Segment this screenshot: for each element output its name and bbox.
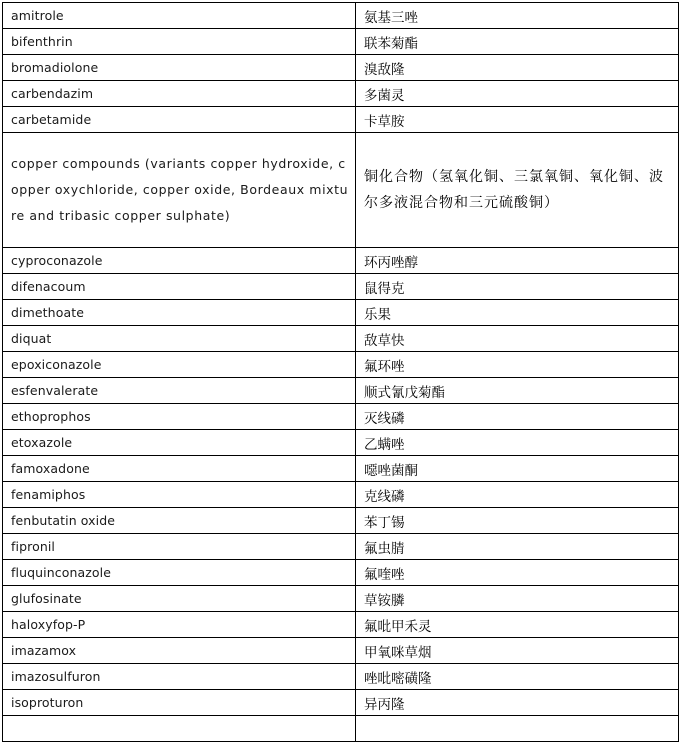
table-row — [3, 508, 679, 534]
table-row — [3, 55, 679, 81]
chinese-name-cell: 氟虫腈 — [356, 534, 679, 560]
english-name-cell: famoxadone — [3, 456, 356, 482]
english-name-cell: fenbutatin oxide — [3, 508, 356, 534]
english-name-cell: difenacoum — [3, 274, 356, 300]
table-row — [3, 482, 679, 508]
english-name-cell: isoproturon — [3, 690, 356, 716]
english-name-cell: haloxyfop-P — [3, 612, 356, 638]
english-name-cell: fluquinconazole — [3, 560, 356, 586]
english-name-cell: esfenvalerate — [3, 378, 356, 404]
table-row — [3, 352, 679, 378]
chinese-name-cell: 联苯菊酯 — [356, 29, 679, 55]
chinese-name-cell: 氟环唑 — [356, 352, 679, 378]
table-row — [3, 3, 679, 29]
table-row — [3, 274, 679, 300]
table-row — [3, 716, 679, 742]
table-row — [3, 107, 679, 133]
table-row — [3, 664, 679, 690]
english-name-cell: bifenthrin — [3, 29, 356, 55]
chinese-name-cell: 多菌灵 — [356, 81, 679, 107]
chinese-name-cell: 乙螨唑 — [356, 430, 679, 456]
chinese-name-cell: 氟吡甲禾灵 — [356, 612, 679, 638]
chinese-name-cell: 草铵膦 — [356, 586, 679, 612]
english-name-cell: amitrole — [3, 3, 356, 29]
table-row — [3, 29, 679, 55]
table-row — [3, 81, 679, 107]
english-name-cell: carbetamide — [3, 107, 356, 133]
english-name-cell: epoxiconazole — [3, 352, 356, 378]
chinese-name-cell: 乐果 — [356, 300, 679, 326]
chinese-name-cell: 噁唑菌酮 — [356, 456, 679, 482]
table-row — [3, 690, 679, 716]
table-row — [3, 612, 679, 638]
chinese-name-cell: 铜化合物（氢氧化铜、三氯氧铜、氧化铜、波尔多液混合物和三元硫酸铜） — [356, 133, 679, 248]
chinese-name-cell — [356, 716, 679, 742]
english-name-cell: cyproconazole — [3, 248, 356, 274]
table-row — [3, 404, 679, 430]
table-row — [3, 456, 679, 482]
table-row — [3, 133, 679, 248]
english-name-cell: imazamox — [3, 638, 356, 664]
english-name-cell: fenamiphos — [3, 482, 356, 508]
english-name-cell: etoxazole — [3, 430, 356, 456]
english-name-cell: bromadiolone — [3, 55, 356, 81]
chinese-name-cell: 环丙唑醇 — [356, 248, 679, 274]
table-row — [3, 430, 679, 456]
table-row — [3, 300, 679, 326]
table-row — [3, 534, 679, 560]
english-name-cell: copper compounds (variants copper hydroxide, copper oxychloride, copper oxide, Bordeaux mixture and tribasic copper sulphate) — [3, 133, 356, 248]
chinese-name-cell: 敌草快 — [356, 326, 679, 352]
table-row — [3, 560, 679, 586]
english-name-cell: dimethoate — [3, 300, 356, 326]
english-name-cell: diquat — [3, 326, 356, 352]
pesticide-name-table — [2, 2, 679, 742]
english-name-cell: carbendazim — [3, 81, 356, 107]
table-row — [3, 326, 679, 352]
chinese-name-cell: 顺式氰戊菊酯 — [356, 378, 679, 404]
chinese-name-cell: 苯丁锡 — [356, 508, 679, 534]
english-name-cell: imazosulfuron — [3, 664, 356, 690]
chinese-name-cell: 灭线磷 — [356, 404, 679, 430]
chinese-name-cell: 卡草胺 — [356, 107, 679, 133]
chinese-name-cell: 鼠得克 — [356, 274, 679, 300]
english-name-cell: glufosinate — [3, 586, 356, 612]
english-name-cell — [3, 716, 356, 742]
chinese-name-cell: 异丙隆 — [356, 690, 679, 716]
chinese-name-cell: 克线磷 — [356, 482, 679, 508]
chinese-name-cell: 氟喹唑 — [356, 560, 679, 586]
table-row — [3, 378, 679, 404]
table-row — [3, 638, 679, 664]
english-name-cell: ethoprophos — [3, 404, 356, 430]
table-row — [3, 586, 679, 612]
chinese-name-cell: 溴敌隆 — [356, 55, 679, 81]
chinese-name-cell: 氨基三唑 — [356, 3, 679, 29]
table-row — [3, 248, 679, 274]
english-name-cell: fipronil — [3, 534, 356, 560]
chinese-name-cell: 唑吡嘧磺隆 — [356, 664, 679, 690]
chinese-name-cell: 甲氧咪草烟 — [356, 638, 679, 664]
